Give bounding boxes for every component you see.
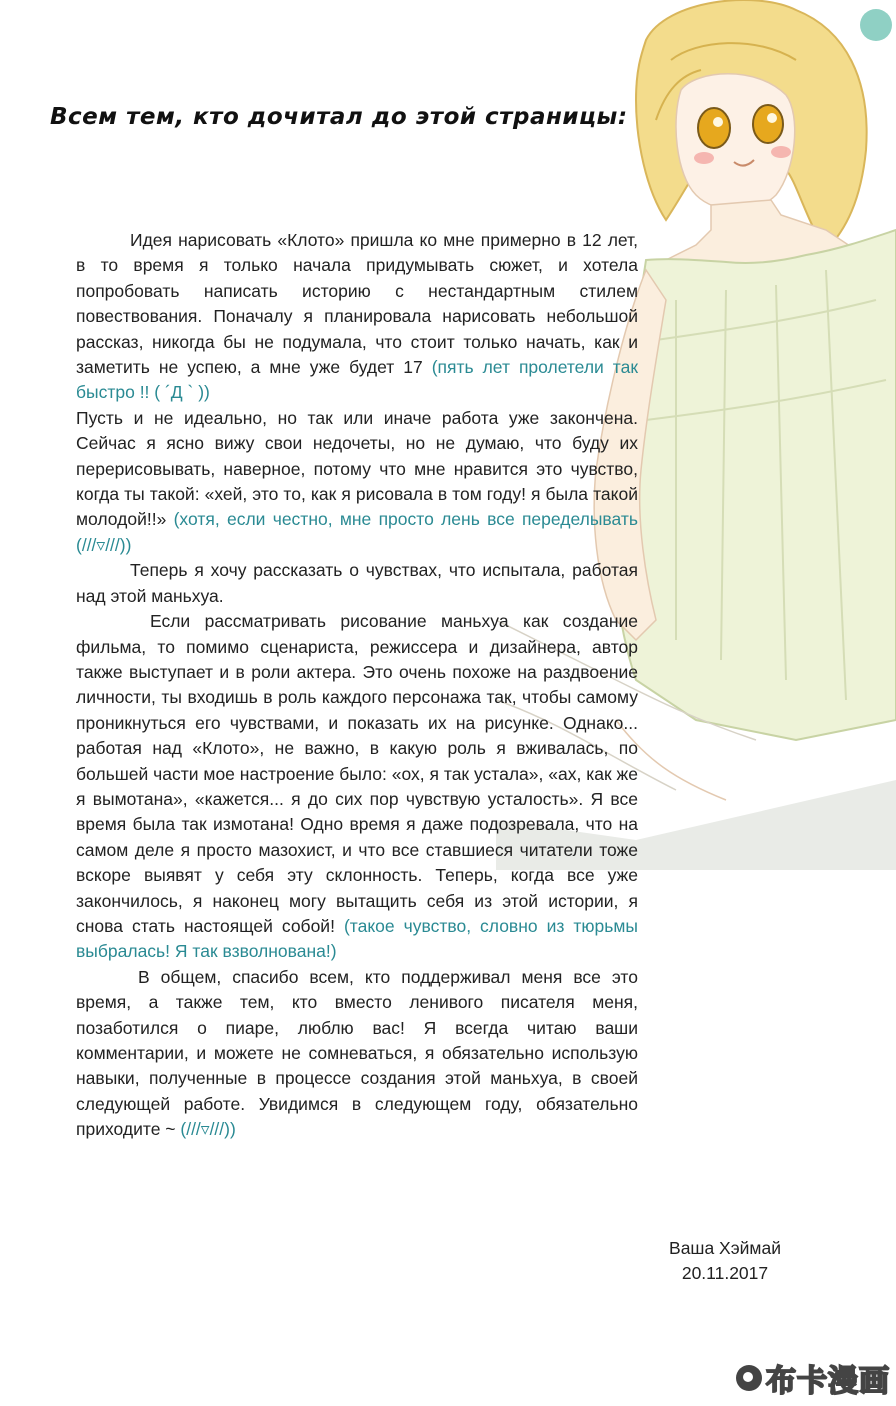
- paragraph-4-aside: (такое чувство, словно из тюрьмы выбралась! Я так взволнована!): [76, 915, 638, 962]
- paragraph-5: [76, 965, 638, 1143]
- letter-body: [76, 228, 638, 1143]
- paragraph-5-text: В общем, спасибо всем, кто поддерживал меня все это время, а также тем, кто вместо ленивого писателя меня, позаботился о пиаре, люблю вас! Я всегда читаю ваши комментарии, и можете не сомневаться, я обязательно использую навыки, полученные в процессе создания этой маньхуа, в своей следующей работе. Увидимся в следующем году, обязательно приходите ~: [76, 966, 638, 1140]
- paragraph-2-text: Пусть и не идеально, но так или иначе работа уже закончена. Сейчас я ясно вижу свои недочеты, но не думаю, что буду их перерисовывать, наверное, потому что мне нравится это чувство, когда ты такой: «хей, это то, как я рисовала в том году! я была такой молодой!!»: [76, 407, 638, 530]
- letter-heading: Всем тем, кто дочитал до этой страницы:: [50, 104, 628, 130]
- watermark-text: 布卡漫画: [766, 1364, 890, 1399]
- paragraph-1-text: Идея нарисовать «Клото» пришла ко мне примерно в 12 лет, в то время я только начала придумывать сюжет, и хотела попробовать написать историю с нестандартным стилем повествования. Поначалу я планировала нарисовать небольшой рассказ, никогда бы не подумала, что стоит только начать, как и заметить не успею, а мне уже будет 17: [76, 230, 638, 378]
- signature-name: Ваша Хэймай: [669, 1238, 781, 1258]
- signature-block: [640, 1236, 810, 1286]
- paragraph-3-text: Теперь я хочу рассказать о чувствах, что испытала, работая над этой маньхуа.: [76, 560, 638, 606]
- paragraph-4: [76, 609, 638, 965]
- paragraph-5-aside: (///▿///)): [180, 1119, 236, 1140]
- paragraph-2-aside: (хотя, если честно, мне просто лень все переделывать (///▿///)): [76, 509, 638, 555]
- manga-site-logo-icon: [736, 1365, 762, 1391]
- paragraph-4-text: Если рассматривать рисование маньхуа как создание фильма, то помимо сценариста, режиссера и дизайнера, автор также выступает и в роли актера. Это очень похоже на раздвоение личности, ты входишь в роль каждого персонажа так, чтобы самому проникнуться его чувствами, и показать их на рисунке. Однако... работая над «Клото», не важно, в какую роль я вживалась, по большей части мое настроение было: «ох, я так устала», «ах, как же я вымотана», «кажется... я до сих пор чувствую усталость». Я все время была так измотана! Одно время я даже подозревала, что на самом деле я просто мазохист, и что все ставшиеся читатели тоже вскоре выявят у себя эту склонность. Теперь, когда все уже закончилось, я наконец могу вытащить себя из этой истории, я снова стать настоящей собой!: [76, 611, 638, 936]
- watermark: [736, 1356, 890, 1400]
- paragraph-2: [76, 406, 638, 558]
- paragraph-3: [76, 558, 638, 609]
- signature-date: 20.11.2017: [681, 1263, 769, 1283]
- paragraph-1-aside: (пять лет пролетели так быстро !! ( ´Д ` )): [76, 357, 638, 403]
- paragraph-1: [76, 228, 638, 406]
